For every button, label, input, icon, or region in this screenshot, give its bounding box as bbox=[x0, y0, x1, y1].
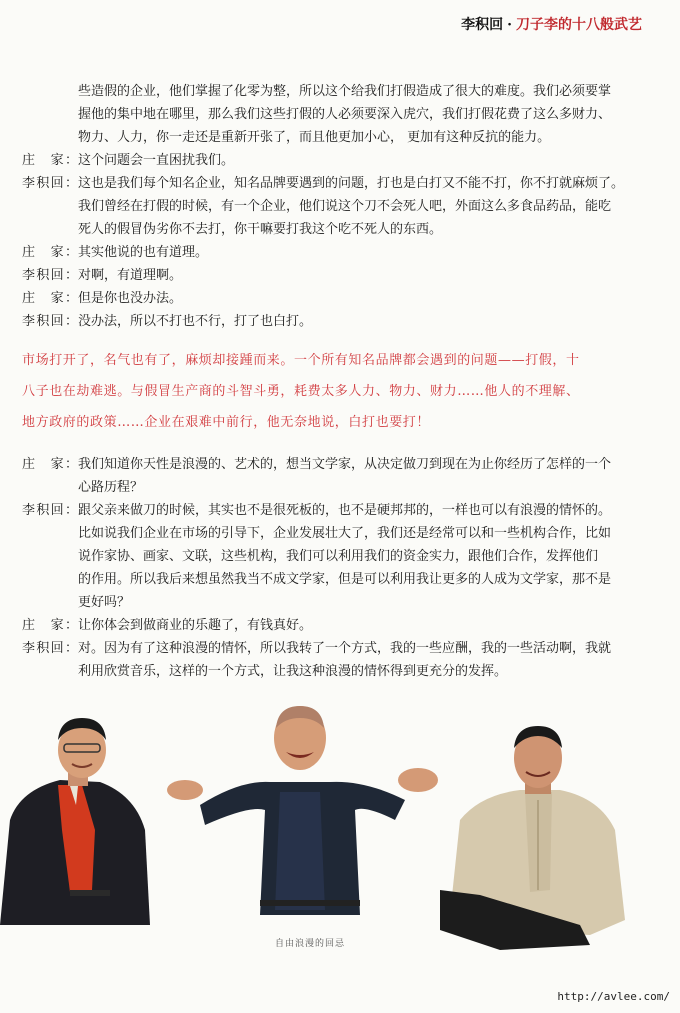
dialogue-text: 利用欣赏音乐，这样的一个方式，让我这种浪漫的情怀得到更充分的发挥。 bbox=[78, 664, 508, 679]
dialogue-text: 心路历程？ bbox=[78, 480, 144, 495]
photo-caption: 自由浪漫的回忌 bbox=[274, 939, 345, 949]
highlight-quote bbox=[22, 345, 652, 438]
dialogue-line bbox=[22, 568, 652, 591]
dialogue-text: 更好吗？ bbox=[78, 595, 131, 610]
dialogue-text: 但是你也没办法。 bbox=[78, 291, 183, 306]
dialogue-text: 我们知道你天性是浪漫的、艺术的，想当文学家，从决定做刀到现在为止你经历了怎样的一个 bbox=[78, 457, 612, 472]
header-title: 刀子李的十八般武艺 bbox=[516, 17, 642, 33]
dialogue-line bbox=[22, 499, 652, 522]
dialogue-line bbox=[22, 195, 652, 218]
highlight-line: 地方政府的政策……企业在艰难中前行，他无奈地说，白打也要打！ bbox=[22, 415, 431, 430]
dialogue-text: 些造假的企业，他们掌握了化零为整，所以这个给我们打假造成了很大的难度。我们必须要掌 bbox=[78, 84, 612, 99]
dialogue-text: 物力、人力，你一走还是重新开张了，而且他更加小心， 更加有这种反抗的能力。 bbox=[78, 130, 551, 145]
dialogue-line bbox=[22, 637, 652, 660]
dialogue-text: 其实他说的也有道理。 bbox=[78, 245, 209, 260]
highlight-line: 八子也在劫难逃。与假冒生产商的斗智斗勇，耗费太多人力、物力、财力……他人的不理解、 bbox=[22, 384, 580, 399]
dialogue-text: 的作用。所以我后来想虽然我当不成文学家，但是可以利用我让更多的人成为文学家，那不是 bbox=[78, 572, 612, 587]
dialogue-text: 让你体会到做商业的乐趣了，有钱真好。 bbox=[78, 618, 313, 633]
dialogue-line bbox=[22, 287, 652, 310]
dialogue-line bbox=[22, 149, 652, 172]
dialogue-text: 这也是我们每个知名企业，知名品牌要遇到的问题，打也是白打又不能不打，你不打就麻烦了。 bbox=[78, 176, 625, 191]
dialogue-line bbox=[22, 241, 652, 264]
dialogue-line bbox=[22, 660, 652, 683]
dialogue-block-2 bbox=[22, 453, 652, 683]
highlight-line: 市场打开了，名气也有了，麻烦却接踵而来。一个所有知名品牌都会遇到的问题——打假，十 bbox=[22, 353, 580, 368]
dialogue-text: 我们曾经在打假的时候，有一个企业，他们说这个刀不会死人吧，外面这么多食品药品，能吃 bbox=[78, 199, 612, 214]
dialogue-line bbox=[22, 264, 652, 287]
dialogue-line bbox=[22, 545, 652, 568]
speaker-label: 庄 家： bbox=[22, 153, 78, 168]
dialogue-text: 跟父亲来做刀的时候，其实也不是很死板的，也不是硬邦邦的，一样也可以有浪漫的情怀的。 bbox=[78, 503, 612, 518]
dialogue-text: 比如说我们企业在市场的引导下，企业发展壮大了，我们还是经常可以和一些机构合作，比如 bbox=[78, 526, 612, 541]
speaker-label: 李积回： bbox=[22, 176, 78, 191]
dialogue-text: 对啊，有道理啊。 bbox=[78, 268, 183, 283]
speaker-label: 庄 家： bbox=[22, 291, 78, 306]
dialogue-line bbox=[22, 591, 652, 614]
speaker-label: 李积回： bbox=[22, 268, 78, 283]
dialogue-line bbox=[22, 476, 652, 499]
speaker-label: 庄 家： bbox=[22, 457, 78, 472]
photo-man-arms-open bbox=[150, 700, 450, 925]
header-author: 李积回 bbox=[461, 17, 504, 33]
photo-man-seated bbox=[440, 720, 630, 950]
dialogue-text: 对。因为有了这种浪漫的情怀，所以我转了一个方式，我的一些应酬，我的一些活动啊，我就 bbox=[78, 641, 612, 656]
speaker-label: 李积回： bbox=[22, 314, 78, 329]
speaker-label: 庄 家： bbox=[22, 245, 78, 260]
page-header bbox=[461, 14, 642, 34]
dialogue-line bbox=[22, 172, 652, 195]
dialogue-text: 死人的假冒伪劣你不去打，你干嘛要打我这个吃不死人的东西。 bbox=[78, 222, 443, 237]
dialogue-line bbox=[22, 522, 652, 545]
watermark-url: http://avlee.com/ bbox=[557, 990, 670, 1003]
dialogue-text: 握他的集中地在哪里，那么我们这些打假的人必须要深入虎穴，我们打假花费了这么多财力、 bbox=[78, 107, 612, 122]
speaker-label: 庄 家： bbox=[22, 618, 78, 633]
dialogue-text: 说作家协、画家、文联，这些机构，我们可以利用我们的资金实力，跟他们合作，发挥他们 bbox=[78, 549, 599, 564]
speaker-label: 李积回： bbox=[22, 503, 78, 518]
dialogue-text: 这个问题会一直困扰我们。 bbox=[78, 153, 235, 168]
header-separator: · bbox=[507, 17, 512, 33]
photo-man-red-shirt bbox=[0, 710, 150, 925]
dialogue-line bbox=[22, 453, 652, 476]
dialogue-line bbox=[22, 218, 652, 241]
speaker-label: 李积回： bbox=[22, 641, 78, 656]
dialogue-line bbox=[22, 126, 652, 149]
dialogue-text: 没办法，所以不打也不行，打了也白打。 bbox=[78, 314, 313, 329]
dialogue-line bbox=[22, 103, 652, 126]
dialogue-block-1 bbox=[22, 80, 652, 333]
dialogue-line bbox=[22, 80, 652, 103]
dialogue-line bbox=[22, 614, 652, 637]
dialogue-line bbox=[22, 310, 652, 333]
